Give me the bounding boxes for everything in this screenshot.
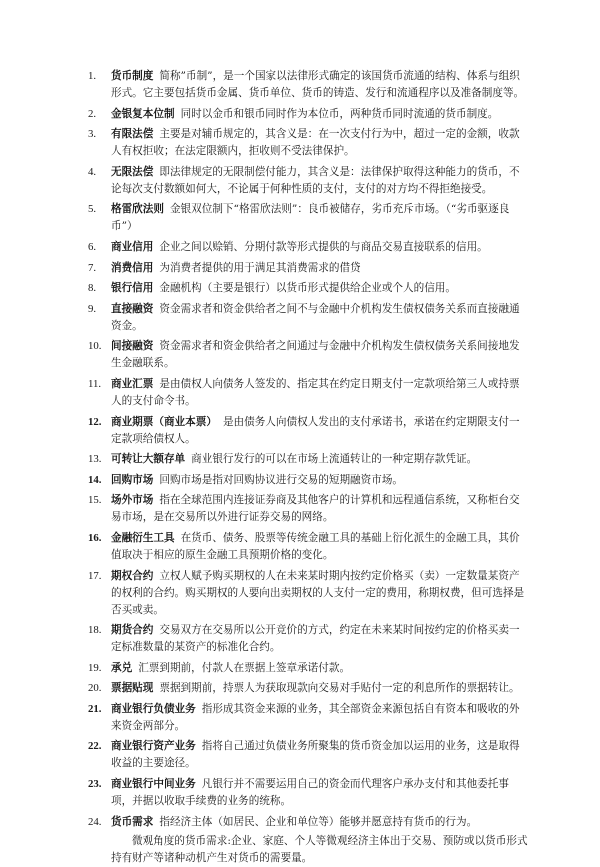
term-title: 消费信用 bbox=[111, 261, 154, 274]
list-item bbox=[88, 451, 528, 468]
list-item bbox=[88, 814, 528, 831]
list-item bbox=[88, 68, 528, 102]
micro-demand-paragraph: 微观角度的货币需求:企业、家庭、个人等微观经济主体出于交易、预防或以货币形式持有财产等诸种动机产生对货币的需要量。 bbox=[111, 835, 528, 865]
item-number: 6. bbox=[88, 240, 97, 253]
item-body bbox=[111, 414, 528, 448]
term-title: 回购市场 bbox=[111, 473, 154, 486]
item-body bbox=[111, 68, 528, 102]
term-definition: 在货币、债务、股票等传统金融工具的基础上衍化派生的金融工具，其价值取决于相应的原生金融工具预期价格的变化。 bbox=[111, 531, 520, 561]
item-number: 19. bbox=[88, 661, 102, 674]
term-list bbox=[88, 68, 528, 867]
term-definition: 主要是对辅币规定的，其含义是：在一次支付行为中，超过一定的金额，收款人有权拒收；在法定限额内，拒收则不受法律保护。 bbox=[111, 128, 520, 158]
list-item bbox=[88, 376, 528, 410]
term-definition: 是由债务人向债权人发出的支付承诺书，承诺在约定期限支付一定款项给债权人。 bbox=[111, 415, 520, 445]
term-title: 承兑 bbox=[111, 661, 133, 674]
item-body bbox=[111, 260, 528, 277]
list-item bbox=[88, 280, 528, 297]
item-number: 9. bbox=[88, 302, 97, 315]
term-definition: 凡银行并不需要运用自己的资金而代理客户承办支付和其他委托事项，并据以收取手续费的业务的统称。 bbox=[111, 778, 509, 808]
term-title: 无限法偿 bbox=[111, 165, 154, 178]
term-title: 期权合约 bbox=[111, 569, 154, 582]
item-body bbox=[111, 530, 528, 564]
term-definition: 回购市场是指对回购协议进行交易的短期融资市场。 bbox=[159, 473, 404, 486]
term-definition: 指在全球范围内连接证券商及其他客户的计算机和远程通信系统，又称柜台交易市场，是在交易所以外进行证券交易的网络。 bbox=[111, 494, 520, 524]
term-definition: 商业银行发行的可以在市场上流通转让的一种定期存款凭证。 bbox=[191, 453, 478, 466]
list-item bbox=[88, 338, 528, 372]
term-title: 商业信用 bbox=[111, 240, 154, 253]
list-item bbox=[88, 568, 528, 619]
term-title: 可转让大额存单 bbox=[111, 453, 186, 466]
list-item bbox=[88, 660, 528, 677]
term-definition: 交易双方在交易所以公开竞价的方式，约定在未来某时间按约定的价格买卖一定标准数量的某资产的标准化合约。 bbox=[111, 624, 520, 654]
item-body bbox=[111, 280, 528, 297]
term-definition: 资金需求者和资金供给者之间通过与金融中介机构发生债权债务关系间接地发生金融联系。 bbox=[111, 340, 520, 370]
item-body bbox=[111, 126, 528, 160]
item-body bbox=[111, 301, 528, 335]
item-number: 15. bbox=[88, 494, 102, 507]
term-title: 场外市场 bbox=[111, 494, 154, 507]
item-body bbox=[111, 239, 528, 256]
term-definition: 金融机构（主要是银行）以货币形式提供给企业或个人的信用。 bbox=[159, 282, 456, 295]
item-number: 1. bbox=[88, 70, 97, 82]
term-definition: 同时以金币和银币同时作为本位币，两种货币同时流通的货币制度。 bbox=[180, 107, 499, 120]
item-body bbox=[111, 568, 528, 619]
item-body bbox=[111, 622, 528, 656]
item-number: 12. bbox=[88, 415, 102, 428]
item-number: 5. bbox=[88, 203, 97, 216]
item-number: 23. bbox=[88, 778, 102, 791]
item-body bbox=[111, 680, 528, 697]
term-title: 银行信用 bbox=[111, 282, 154, 295]
list-item bbox=[88, 472, 528, 489]
term-title: 金银复本位制 bbox=[111, 107, 175, 120]
list-item bbox=[88, 126, 528, 160]
item-number: 4. bbox=[88, 165, 97, 178]
item-body bbox=[111, 451, 528, 468]
item-body bbox=[111, 472, 528, 489]
term-title: 金融衍生工具 bbox=[111, 531, 175, 544]
term-definition: 即法律规定的无限制偿付能力，其含义是：法律保护取得这种能力的货币，不论每次支付数额如何大，不论属于何种性质的支付，支付的对方均不得拒绝接受。 bbox=[111, 165, 520, 195]
list-item bbox=[88, 201, 528, 235]
term-title: 商业银行中间业务 bbox=[111, 778, 196, 791]
term-definition: 指经济主体（如居民、企业和单位等）能够并愿意持有货币的行为。 bbox=[159, 815, 478, 828]
item-number: 14. bbox=[88, 473, 102, 486]
list-item bbox=[88, 492, 528, 526]
list-item bbox=[88, 260, 528, 277]
term-definition: 票据到期前，持票人为获取现款向交易对手贴付一定的利息所作的票据转让。 bbox=[159, 682, 520, 695]
term-definition: 指将自己通过负债业务所聚集的货币资金加以运用的业务，这是取得收益的主要途径。 bbox=[111, 740, 520, 770]
term-definition: 简称”币制”，是一个国家以法律形式确定的该国货币流通的结构、体系与组织形式。它主要包括货币金属、货币单位、货币的铸造、发行和流通程序以及准备制度等。 bbox=[111, 70, 525, 99]
item-body bbox=[111, 660, 528, 677]
list-item bbox=[88, 414, 528, 448]
list-item bbox=[88, 680, 528, 697]
item-number: 8. bbox=[88, 282, 97, 295]
list-item bbox=[88, 239, 528, 256]
item-body bbox=[111, 701, 528, 735]
item-number: 20. bbox=[88, 682, 102, 695]
term-definition: 企业之间以赊销、分期付款等形式提供的与商品交易直接联系的信用。 bbox=[159, 240, 488, 253]
item-number: 16. bbox=[88, 531, 102, 544]
item-body bbox=[111, 814, 528, 831]
term-definition: 金银双位制下“格雷欣法则”：良币被储存，劣币充斥市场。（“劣币驱逐良币”） bbox=[111, 203, 510, 233]
term-title: 货币制度 bbox=[111, 70, 154, 82]
item-number: 10. bbox=[88, 340, 102, 353]
list-item bbox=[88, 701, 528, 735]
item-number: 2. bbox=[88, 107, 97, 120]
item-number: 21. bbox=[88, 702, 102, 715]
term-title: 期货合约 bbox=[111, 624, 154, 637]
item-number: 24. bbox=[88, 815, 102, 828]
list-item bbox=[88, 776, 528, 810]
item-number: 13. bbox=[88, 453, 102, 466]
term-definition: 是由债权人向债务人签发的、指定其在约定日期支付一定款项给第三人或持票人的支付命令书。 bbox=[111, 377, 520, 407]
item-number: 17. bbox=[88, 569, 102, 582]
list-item bbox=[88, 530, 528, 564]
term-title: 票据贴现 bbox=[111, 682, 154, 695]
term-title: 有限法偿 bbox=[111, 128, 154, 141]
term-definition: 汇票到期前，付款人在票据上签章承诺付款。 bbox=[138, 661, 351, 674]
list-item bbox=[88, 301, 528, 335]
item-number: 18. bbox=[88, 624, 102, 637]
term-definition: 资金需求者和资金供给者之间不与金融中介机构发生债权债务关系而直接融通资金。 bbox=[111, 302, 520, 332]
item-body bbox=[111, 376, 528, 410]
term-title: 间接融资 bbox=[111, 340, 154, 353]
term-title: 商业汇票 bbox=[111, 377, 154, 390]
item-body bbox=[111, 164, 528, 198]
item-number: 11. bbox=[88, 377, 102, 390]
item-body bbox=[111, 738, 528, 772]
term-title: 格雷欣法则 bbox=[111, 203, 164, 216]
item-number: 3. bbox=[88, 128, 97, 141]
item-body bbox=[111, 776, 528, 810]
term-definition: 为消费者提供的用于满足其消费需求的借贷 bbox=[159, 261, 361, 274]
item-number: 7. bbox=[88, 261, 97, 274]
list-item bbox=[88, 622, 528, 656]
list-item bbox=[88, 106, 528, 123]
item-body bbox=[111, 492, 528, 526]
term-title: 商业银行负债业务 bbox=[111, 702, 196, 715]
term-definition: 指形成其资金来源的业务，其全部资金来源包括自有资本和吸收的外来资金两部分。 bbox=[111, 702, 520, 732]
term-title: 货币需求 bbox=[111, 815, 154, 828]
item-body bbox=[111, 338, 528, 372]
list-item bbox=[88, 164, 528, 198]
item-body bbox=[111, 201, 528, 235]
term-definition: 立权人赋予购买期权的人在未来某时期内按约定价格买（卖）一定数量某资产的权利的合约。购买期权的人要向出卖期权的人支付一定的费用，称期权费，但可选择是否买或卖。 bbox=[111, 569, 525, 616]
term-title: 商业期票（商业本票） bbox=[111, 415, 217, 428]
term-title: 商业银行资产业务 bbox=[111, 740, 196, 753]
item-number: 22. bbox=[88, 740, 102, 753]
list-item bbox=[88, 738, 528, 772]
item-body bbox=[111, 106, 528, 123]
term-title: 直接融资 bbox=[111, 302, 154, 315]
